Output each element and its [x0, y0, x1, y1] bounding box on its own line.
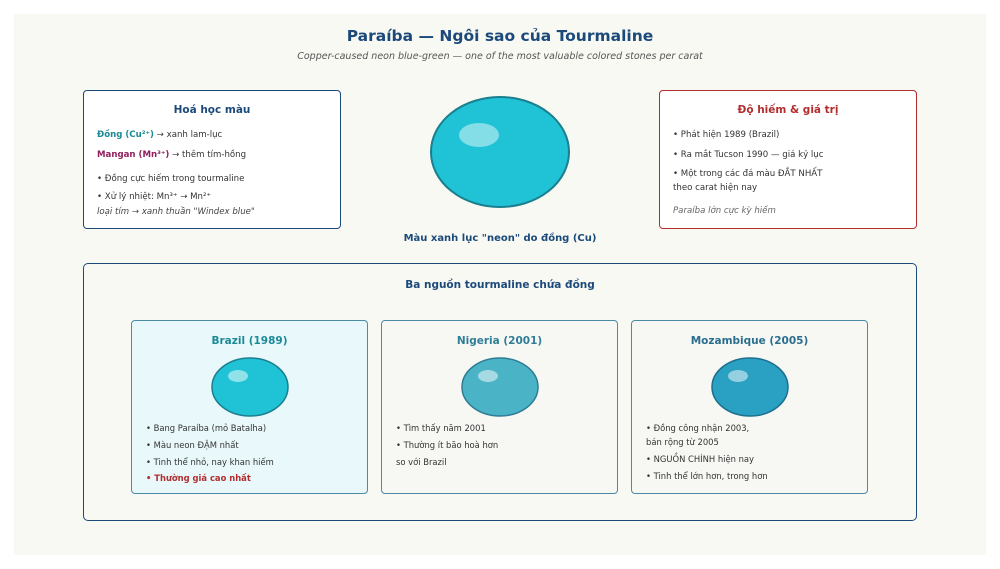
source-brazil-card	[131, 320, 368, 494]
rarity-line-2: • Ra mắt Tucson 1990 — giá kỷ lục	[673, 150, 824, 160]
page-subtitle: Copper-caused neon blue-green — one of the most valuable colored stones per carat	[297, 51, 703, 62]
brazil-line-1: • Bang Paraíba (mỏ Batalha)	[146, 423, 267, 433]
nigeria-title: Nigeria (2001)	[456, 335, 543, 347]
mozambique-line-4: • Tinh thể lớn hơn, trong hơn	[646, 471, 768, 481]
rarity-line-3: • Một trong các đá màu ĐẮT NHẤT	[673, 169, 823, 179]
rarity-line-1: • Phát hiện 1989 (Brazil)	[673, 130, 780, 140]
chemistry-note-3: loại tím → xanh thuần "Windex blue"	[97, 207, 255, 217]
manganese-line	[97, 150, 246, 160]
brazil-line-2: • Màu neon ĐẬM nhất	[146, 440, 239, 450]
manganese-text: → thêm tím-hồng	[169, 150, 247, 160]
mozambique-line-2: bán rộng từ 2005	[646, 437, 719, 447]
chemistry-note-1: • Đồng cực hiếm trong tourmaline	[97, 174, 245, 184]
brazil-line-4: • Thường giá cao nhất	[146, 473, 251, 483]
nigeria-line-3: so với Brazil	[396, 457, 447, 467]
nigeria-line-2: • Thường ít bão hoà hơn	[396, 440, 499, 450]
chemistry-note-2: • Xử lý nhiệt: Mn³⁺ → Mn²⁺	[97, 192, 211, 202]
rarity-title: Độ hiếm & giá trị	[737, 104, 839, 116]
rarity-line-5: Paraíba lớn cực kỳ hiếm	[673, 206, 776, 216]
copper-label: Đồng (Cu²⁺)	[97, 130, 154, 140]
mozambique-line-3: • NGUỒN CHÍNH hiện nay	[646, 454, 754, 464]
source-mozambique-card	[631, 320, 868, 494]
source-nigeria-card	[381, 320, 618, 494]
rarity-card	[659, 90, 917, 229]
brazil-gem-icon	[211, 357, 289, 417]
nigeria-gem-icon	[461, 357, 539, 417]
main-gem-caption: Màu xanh lục "neon" do đồng (Cu)	[403, 233, 597, 244]
brazil-line-3: • Tinh thể nhỏ, nay khan hiếm	[146, 457, 274, 467]
sources-panel	[83, 263, 917, 521]
chemistry-title: Hoá học màu	[173, 104, 251, 116]
copper-line	[97, 130, 222, 140]
main-gem-icon	[430, 96, 570, 208]
mozambique-title: Mozambique (2005)	[690, 335, 809, 347]
nigeria-line-1: • Tìm thấy năm 2001	[396, 423, 486, 433]
copper-text: → xanh lam-lục	[153, 130, 223, 140]
sources-title: Ba nguồn tourmaline chứa đồng	[405, 279, 595, 291]
mozambique-line-1: • Đồng công nhận 2003,	[646, 423, 750, 433]
mozambique-gem-icon	[711, 357, 789, 417]
manganese-label: Mangan (Mn³⁺)	[97, 150, 170, 160]
chemistry-card	[83, 90, 341, 229]
page-title: Paraíba — Ngôi sao của Tourmaline	[346, 27, 654, 45]
brazil-title: Brazil (1989)	[211, 335, 288, 347]
rarity-line-4: theo carat hiện nay	[673, 183, 758, 193]
